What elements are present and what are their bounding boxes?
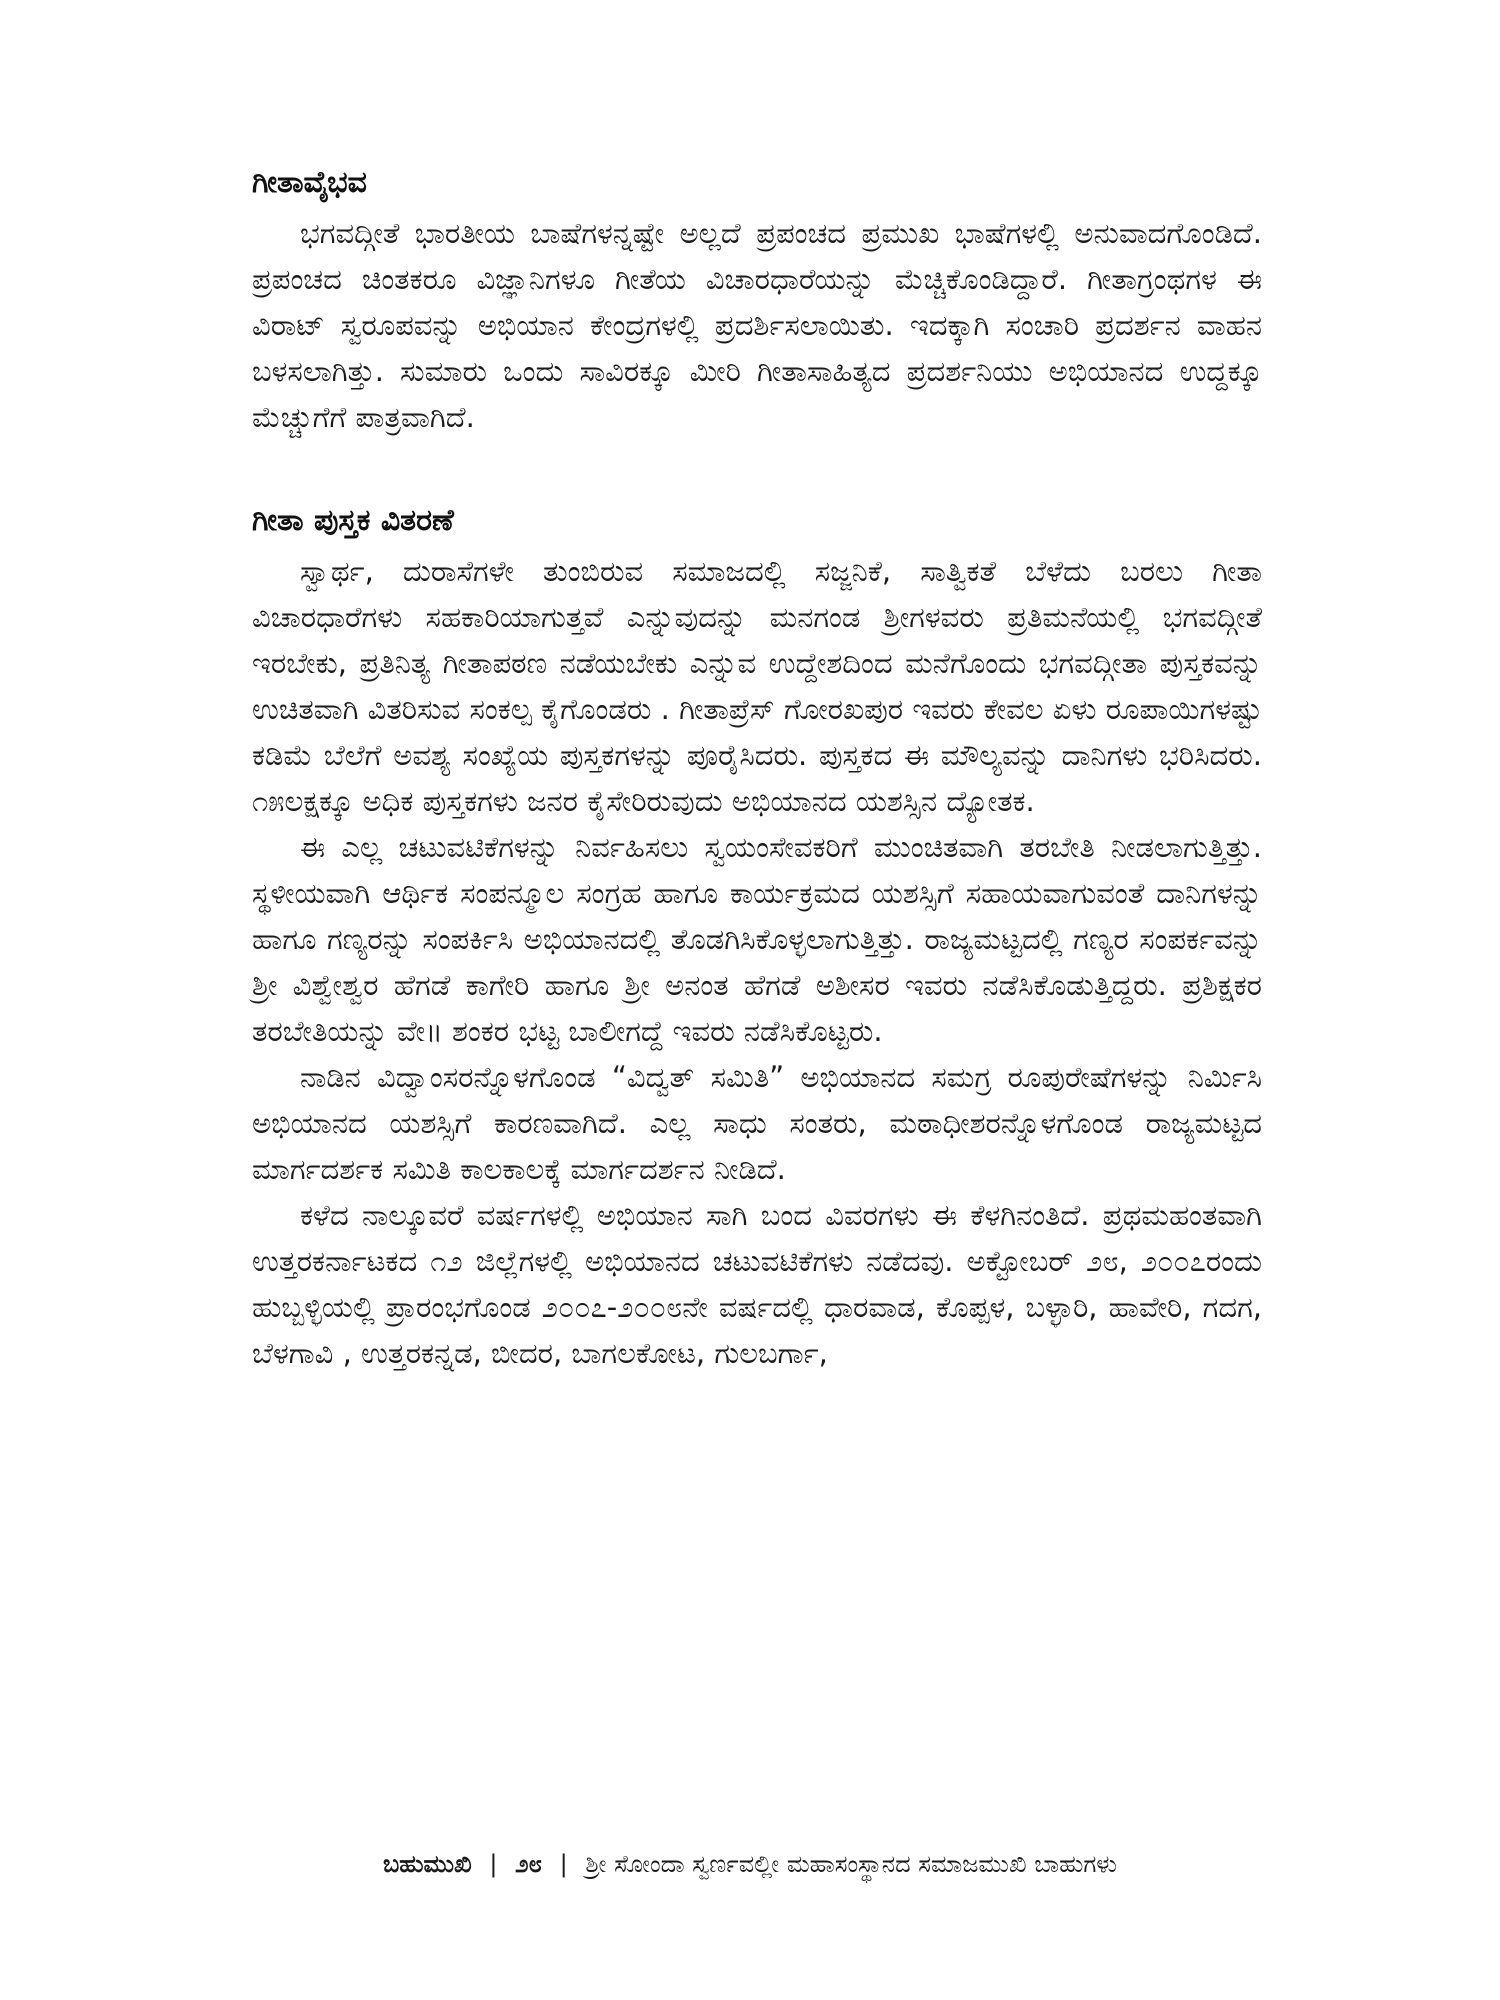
section-book-distribution <box>252 500 1262 1376</box>
paragraph: ಸ್ವಾರ್ಥ, ದುರಾಸೆಗಳೇ ತುಂಬಿರುವ ಸಮಾಜದಲ್ಲಿ ಸಜ್ಜನಿಕೆ, ಸಾತ್ವಿಕತೆ ಬೆಳೆದು ಬರಲು ಗೀತಾ ವಿಚಾರಧಾರೆಗಳು ಸಹಕಾರಿಯಾಗುತ್ತವೆ ಎನ್ನುವುದನ್ನು ಮನಗಂಡ ಶ್ರೀಗಳವರು ಪ್ರತಿಮನೆಯಲ್ಲಿ ಭಗವದ್ಗೀತೆ ಇರಬೇಕು, ಪ್ರತಿನಿತ್ಯ ಗೀತಾಪಠಣ ನಡೆಯಬೇಕು ಎನ್ನುವ ಉದ್ದೇಶದಿಂದ ಮನೆಗೊಂದು ಭಗವದ್ಗೀತಾ ಪುಸ್ತಕವನ್ನು ಉಚಿತವಾಗಿ ವಿತರಿಸುವ ಸಂಕಲ್ಪ ಕೈಗೊಂಡರು . ಗೀತಾಪ್ರೆಸ್ ಗೋರಖಪುರ ಇವರು ಕೇವಲ ಏಳು ರೂಪಾಯಿಗಳಷ್ಟು ಕಡಿಮೆ ಬೆಲೆಗೆ ಅವಶ್ಯ ಸಂಖ್ಯೆಯ ಪುಸ್ತಕಗಳನ್ನು ಪೂರೈಸಿದರು. ಪುಸ್ತಕದ ಈ ಮೌಲ್ಯವನ್ನು ದಾನಿಗಳು ಭರಿಸಿದರು. ೧೫ಲಕ್ಷಕ್ಕೂ ಅಧಿಕ ಪುಸ್ತಕಗಳು ಜನರ ಕೈಸೇರಿರುವುದು ಅಭಿಯಾನದ ಯಶಸ್ಸಿನ ದ್ಯೋತಕ. <box>252 554 1262 818</box>
footer-page-number: ೨೮ <box>515 1850 542 1878</box>
page-content <box>252 162 1262 1376</box>
footer-subtitle: ಶ್ರೀ ಸೋಂದಾ ಸ್ವರ್ಣವಲ್ಲೀ ಮಹಾಸಂಸ್ಥಾನದ ಸಮಾಜಮುಖಿ ಬಾಹುಗಳು <box>585 1850 1117 1878</box>
section-heading: ಗೀತಾವೈಭವ <box>252 165 367 200</box>
section-heading: ಗೀತಾ ಪುಸ್ತಕ ವಿತರಣೆ <box>252 503 454 538</box>
paragraph: ಭಗವದ್ಗೀತೆ ಭಾರತೀಯ ಬಾಷೆಗಳನ್ನಷ್ಟೇ ಅಲ್ಲದೆ ಪ್ರಪಂಚದ ಪ್ರಮುಖ ಭಾಷೆಗಳಲ್ಲಿ ಅನುವಾದಗೊಂಡಿದೆ. ಪ್ರಪಂಚದ ಚಿಂತಕರೂ ವಿಜ್ಞಾನಿಗಳೂ ಗೀತೆಯ ವಿಚಾರಧಾರೆಯನ್ನು ಮೆಚ್ಚಿಕೊಂಡಿದ್ದಾರೆ. ಗೀತಾಗ್ರಂಥಗಳ ಈ ವಿರಾಟ್ ಸ್ವರೂಪವನ್ನು ಅಭಿಯಾನ ಕೇಂದ್ರಗಳಲ್ಲಿ ಪ್ರದರ್ಶಿಸಲಾಯಿತು. ಇದಕ್ಕಾಗಿ ಸಂಚಾರಿ ಪ್ರದರ್ಶನ ವಾಹನ ಬಳಸಲಾಗಿತ್ತು. ಸುಮಾರು ಒಂದು ಸಾವಿರಕ್ಕೂ ಮೀರಿ ಗೀತಾಸಾಹಿತ್ಯದ ಪ್ರದರ್ಶನಿಯು ಅಭಿಯಾನದ ಉದ್ದಕ್ಕೂ ಮೆಚ್ಚುಗೆಗೆ ಪಾತ್ರವಾಗಿದೆ. <box>252 216 1262 434</box>
paragraph: ಈ ಎಲ್ಲ ಚಟುವಟಿಕೆಗಳನ್ನು ನಿರ್ವಹಿಸಲು ಸ್ವಯಂಸೇವಕರಿಗೆ ಮುಂಚಿತವಾಗಿ ತರಬೇತಿ ನೀಡಲಾಗುತ್ತಿತ್ತು. ಸ್ಥಳೀಯವಾಗಿ ಆರ್ಥಿಕ ಸಂಪನ್ಮೂಲ ಸಂಗ್ರಹ ಹಾಗೂ ಕಾರ್ಯಕ್ರಮದ ಯಶಸ್ಸಿಗೆ ಸಹಾಯವಾಗುವಂತೆ ದಾನಿಗಳನ್ನು ಹಾಗೂ ಗಣ್ಯರನ್ನು ಸಂಪರ್ಕಿಸಿ ಅಭಿಯಾನದಲ್ಲಿ ತೊಡಗಿಸಿಕೊಳ್ಳಲಾಗುತ್ತಿತ್ತು. ರಾಜ್ಯಮಟ್ಟದಲ್ಲಿ ಗಣ್ಯರ ಸಂಪರ್ಕವನ್ನು ಶ್ರೀ ವಿಶ್ವೇಶ್ವರ ಹೆಗಡೆ ಕಾಗೇರಿ ಹಾಗೂ ಶ್ರೀ ಅನಂತ ಹೆಗಡೆ ಅಶೀಸರ ಇವರು ನಡೆಸಿಕೊಡುತ್ತಿದ್ದರು. ಪ್ರಶಿಕ್ಷಕರ ತರಬೇತಿಯನ್ನು ವೇ॥ ಶಂಕರ ಭಟ್ಟ ಬಾಲೀಗದ್ದೆ ಇವರು ನಡೆಸಿಕೊಟ್ಟರು. <box>252 830 1262 1048</box>
page-footer <box>0 1848 1500 1880</box>
section-spacer <box>252 440 1262 500</box>
footer-separator: | <box>559 1850 568 1878</box>
footer-separator: | <box>489 1850 498 1878</box>
section-geetha-vaibhava <box>252 162 1262 440</box>
paragraph: ಕಳೆದ ನಾಲ್ಕೂವರೆ ವರ್ಷಗಳಲ್ಲಿ ಅಭಿಯಾನ ಸಾಗಿ ಬಂದ ವಿವರಗಳು ಈ ಕೆಳಗಿನಂತಿದೆ. ಪ್ರಥಮಹಂತವಾಗಿ ಉತ್ತರಕರ್ನಾಟಕದ ೧೨ ಜಿಲ್ಲೆಗಳಲ್ಲಿ ಅಭಿಯಾನದ ಚಟುವಟಿಕೆಗಳು ನಡೆದವು. ಅಕ್ಟೋಬರ್ ೨೮, ೨೦೦೭ರಂದು ಹುಬ್ಬಳ್ಳಿಯಲ್ಲಿ ಪ್ರಾರಂಭಗೊಂಡ ೨೦೦೭-೨೦೦೮ನೇ ವರ್ಷದಲ್ಲಿ ಧಾರವಾಡ, ಕೊಪ್ಪಳ, ಬಳ್ಳಾರಿ, ಹಾವೇರಿ, ಗದಗ, ಬೆಳಗಾವಿ , ಉತ್ತರಕನ್ನಡ, ಬೀದರ, ಬಾಗಲಕೋಟ, ಗುಲಬರ್ಗಾ, <box>252 1198 1262 1370</box>
paragraph: ನಾಡಿನ ವಿದ್ವಾಂಸರನ್ನೊಳಗೊಂಡ “ವಿದ್ವತ್ ಸಮಿತಿ” ಅಭಿಯಾನದ ಸಮಗ್ರ ರೂಪುರೇಷೆಗಳನ್ನು ನಿರ್ಮಿಸಿ ಅಭಿಯಾನದ ಯಶಸ್ಸಿಗೆ ಕಾರಣವಾಗಿದೆ. ಎಲ್ಲ ಸಾಧು ಸಂತರು, ಮಠಾಧೀಶರನ್ನೊಳಗೊಂಡ ರಾಜ್ಯಮಟ್ಟದ ಮಾರ್ಗದರ್ಶಕ ಸಮಿತಿ ಕಾಲಕಾಲಕ್ಕೆ ಮಾರ್ಗದರ್ಶನ ನೀಡಿದೆ. <box>252 1060 1262 1186</box>
footer-book-title: ಬಹುಮುಖಿ <box>383 1850 472 1878</box>
